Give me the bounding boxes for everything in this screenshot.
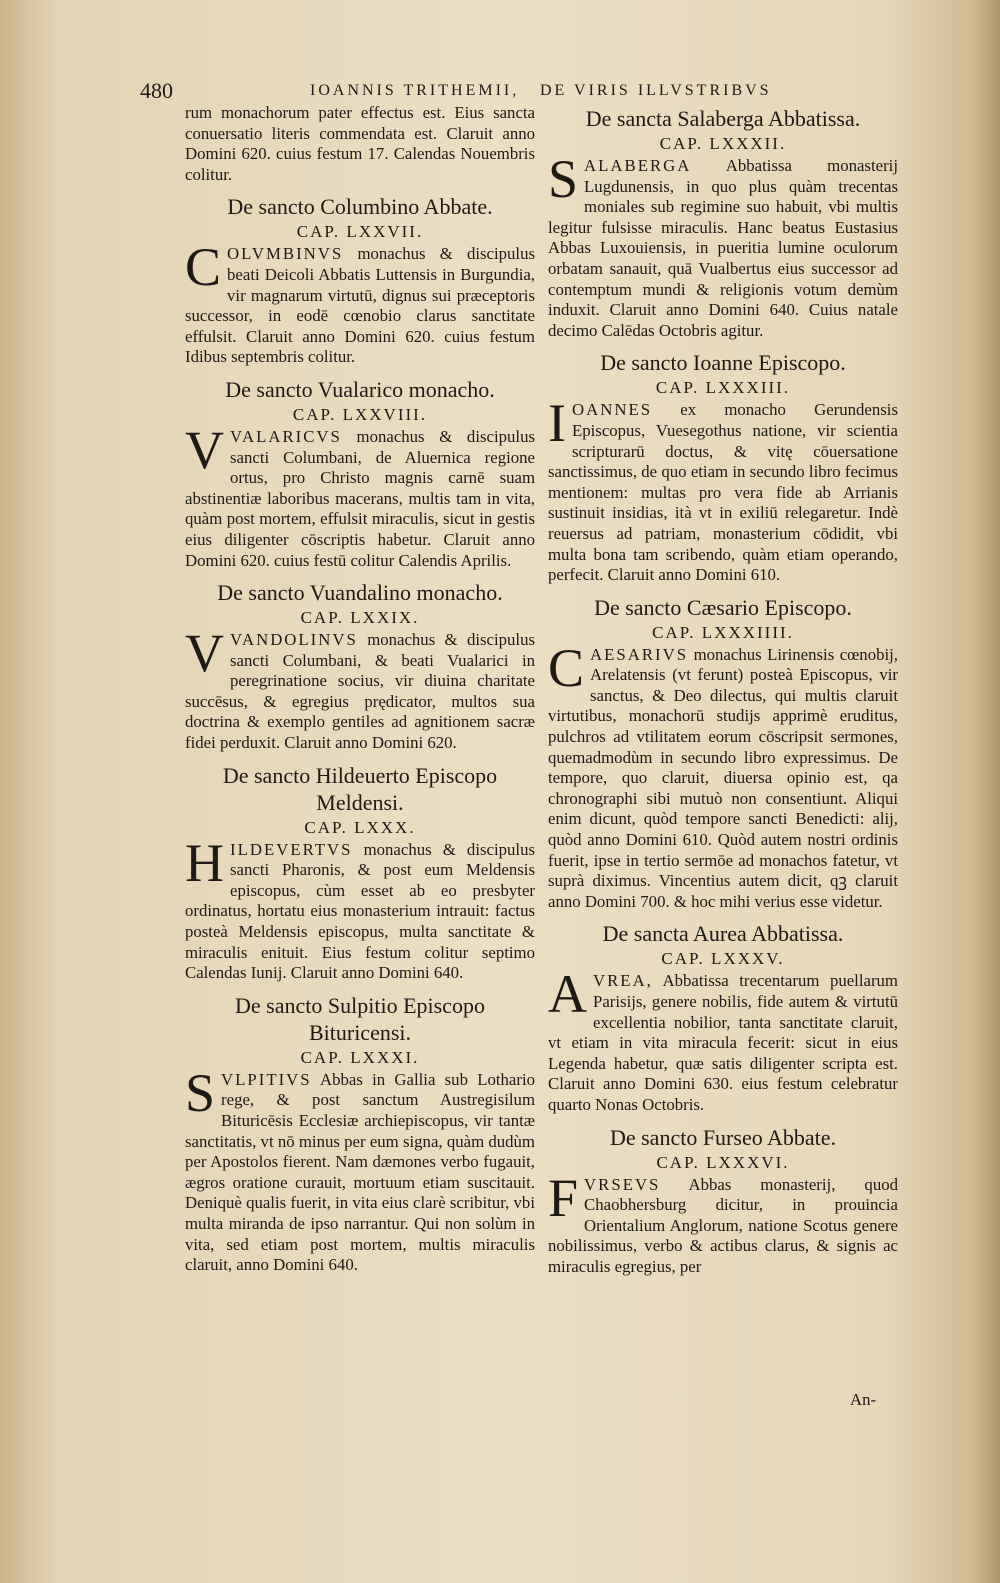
entry-body <box>185 623 536 754</box>
entry-columbinus <box>185 193 535 368</box>
lead-word: ILDEVERTVS <box>230 839 353 859</box>
chapter-number: CAP. LXXXVI. <box>656 1152 790 1172</box>
entry-text: monachus Lirinensis cœnobij, Arelatensis (vt ferunt) posteà Episcopus, vir sanctus, & Deo dilectus, qui multis claruit virtutibus, monachorū studijs apprimè eruditus, pulchros ad vtilitatem eorum cōscripsit sermones, quemadmodùm in secundo libro expressimus. De tempore, quo claruit, diuersa opinio est, qa chronographi sibi mutuò non consentiunt. Aliqui enim dicunt, quòd tempore sancti Benedicti: alij, quòd anno Domini 610. Quòd autem nostri ordinis fuerit, ipse in tertio sermōe ad monachos fatetur, vt suprà diximus. Vincentius autem dicit, qꝫ claruit anno Domini 700. & hoc mihi verius esse videtur. <box>548 644 898 911</box>
entry-title: De sancto Cæsario Episcopo. <box>594 594 852 620</box>
entry-ioannes <box>548 349 898 585</box>
entry-title: De sancto Sulpitio Episcopo Bituricensi. <box>235 992 485 1045</box>
entry-text: Abbatissa trecentarum puellarum Parisijs, genere nobilis, fide autem & virtutū excellentia nobilior, tanta sanctitate claruit, vt etiam in vita miracula fecerit: sicut in eius Legenda habetur, quæ satis diligenter scripta est. Claruit anno Domini 630. eius festum celebratur quarto Nonas Octobris. <box>548 971 898 1114</box>
lead-word: ALABERGA <box>584 156 692 175</box>
chapter-number: CAP. LXXXIII. <box>655 378 791 398</box>
chapter-number: CAP. LXXVIII. <box>292 404 428 424</box>
entry-title: De sancto Ioanne Episcopo. <box>600 350 846 376</box>
page-number: 480 <box>140 78 173 103</box>
drop-cap: C <box>185 237 222 298</box>
entry-text: ex monacho Gerundensis Episcopus, Vuesegothus natione, vir scientia scripturarū doctus, & vitę cōuersatione sanctissimus, de quo etiam in secundo libro fecimus mentionem: multas pro vera fide ab Arrianis sustinuit insidias, ità vt in exiliū relegaretur. Indè reuersus ad patriam, monasterium cōdidit, vbi multa bona tam scribendo, quàm etiam operando, perfecit. Claruit anno Domini 610. <box>548 400 898 585</box>
lead-word: VREA, <box>593 971 653 991</box>
entry-text: monachus & discipulus sancti Columbani, de Aluernica regione ortus, pro Christo magnis carnē suam abstinentiæ laboribus macerans, multis tam in vita, quàm post mortem, effulsit miraculis, sicut in gestis eius diligenter cōscriptis habetur. Claruit anno Domini 620. cuius festū colitur Calendis Aprilis. <box>185 426 535 570</box>
drop-cap: F <box>548 1167 579 1228</box>
entry-vuandolinus <box>185 579 535 754</box>
entry-body <box>185 419 535 571</box>
running-title-right: DE VIRIS ILLVSTRIBVS <box>540 82 772 99</box>
drop-cap: S <box>185 1062 216 1123</box>
entry-text: Abbatissa monasterij Lugdunensis, in quo plus quàm trecentas moniales sub regimine suo habuit, vbi multis legitur fulsisse miraculis. Hanc beatus Eustasius Abbas Luxouiensis, in pueritia lumine oculorum orbatam sanauit, quā Vualbertus eius successor ad contemptum mundi & religionis votum demùm induxit. Claruit anno Domini 640. Cuius natale decimo Calēdas Octobris agitur. <box>548 156 898 340</box>
lead-word: OANNES <box>571 400 653 420</box>
entry-text: monachus & discipulus beati Deicoli Abbatis Luttensis in Burgundia, vir magnarum virtutū, dignus sui præceptoris successor, in eodē cœnobio clarus sanctitate effulsit. Claruit anno Domini 620. cuius festum Idibus septembris colitur. <box>185 244 536 367</box>
page-gutter-shadow <box>974 0 1000 1583</box>
drop-cap: I <box>548 393 566 454</box>
entry-salaberga <box>548 105 898 341</box>
entry-title: De sancta Aurea Abbatissa. <box>602 921 844 947</box>
chapter-number: CAP. LXXXV. <box>661 949 785 969</box>
entry-body <box>548 1167 898 1278</box>
drop-cap: C <box>548 637 585 698</box>
entry-body <box>185 1062 535 1276</box>
entry-title: De sancto Vualarico monacho. <box>225 376 495 402</box>
entry-vualaricus <box>185 376 535 571</box>
entry-body <box>548 393 898 585</box>
drop-cap: A <box>548 964 587 1025</box>
left-column <box>185 103 535 1276</box>
entry-sulpitius <box>185 992 535 1276</box>
entry-title: De sancto Columbino Abbate. <box>227 194 493 220</box>
entry-body <box>185 237 536 368</box>
lead-word: VANDOLINVS <box>230 630 358 650</box>
entry-title: De sancto Hildeuerto Episcopo Meldensi. <box>222 762 498 815</box>
running-head <box>140 74 800 104</box>
drop-cap: H <box>185 832 224 893</box>
lead-word: AESARIVS <box>590 644 689 664</box>
running-title-left: IOANNIS TRITHEMII, <box>310 82 520 99</box>
chapter-number: CAP. LXXIX. <box>300 608 420 628</box>
entry-aurea <box>548 920 898 1115</box>
entry-title: De sancto Furseo Abbate. <box>609 1124 837 1150</box>
entry-title: De sancto Vuandalino monacho. <box>217 580 503 606</box>
drop-cap: S <box>548 149 579 209</box>
drop-cap: V <box>185 623 224 684</box>
lead-word: VRSEVS <box>584 1174 661 1194</box>
chapter-number: CAP. LXXXI. <box>300 1047 420 1067</box>
entry-body <box>548 964 898 1115</box>
chapter-number: CAP. LXXXII. <box>659 134 787 153</box>
entry-title: De sancta Salaberga Abbatissa. <box>585 106 861 131</box>
chapter-number: CAP. LXXX. <box>304 817 416 837</box>
entry-caesarius <box>548 594 898 913</box>
catchword: An- <box>850 1390 877 1409</box>
entry-body <box>185 832 535 984</box>
chapter-number: CAP. LXXXIIII. <box>652 622 794 642</box>
lead-word: VLPITIVS <box>221 1069 312 1089</box>
entry-body <box>548 149 898 341</box>
chapter-number: CAP. LXXVII. <box>296 222 424 242</box>
lead-word: OLVMBINVS <box>227 244 344 264</box>
continuation-text: rum monachorum pater effectus est. Eius sancta conuersatio literis commendata est. Claruit anno Domini 620. cuius festum 17. Calendas Nouembris colitur. <box>185 103 535 184</box>
entry-hildeuertus <box>185 762 535 984</box>
entry-text: Abbas monasterij, quod Chaobhersburg dicitur, in prouincia Orientalium Anglorum, natione Scotus genere nobilissimus, verbo & actibus clarus, & signis ac miraculis egregius, per <box>548 1174 898 1276</box>
lead-word: VALARICVS <box>230 426 342 446</box>
entry-furseus <box>548 1124 898 1278</box>
right-column <box>548 103 898 1278</box>
drop-cap: V <box>185 419 224 480</box>
entry-text: Abbas in Gallia sub Lothario rege, & post sanctum Austregisilum Bituricēsis Ecclesiæ archiepiscopus, vir tantæ sanctitatis, vt nō minus per eum signa, quàm dudùm per Apostolos fierent. Nam dæmones verbo fugauit, ægros oratione curauit, mortuum etiam suscitauit. Deniquè qualis fuerit, in vita eius clarè scribitur, vbi multa miranda de ipso narrantur. Qui non solùm in vita, sed etiam post mortem, multis miraculis claruit, anno Domini 640. <box>185 1069 535 1275</box>
entry-text: monachus & discipulus sancti Pharonis, & post eum Meldensis episcopus, cùm esset ab eo presbyter ordinatus, hortatu eius monasterium intrauit: factus posteà Meldensis episcopus, multa sanctitate & miraculis enituit. Eius festum colitur septimo Calendas Iunij. Claruit anno Domini 640. <box>185 839 535 983</box>
entry-body <box>548 637 898 913</box>
entry-text: monachus & discipulus sancti Columbani, & beati Vualarici in peregrinatione socius, vir diuina charitate succēsus, & egregius prędicator, multos sua doctrina & exemplo gentiles ad agnitionem sacræ fidei perduxit. Claruit anno Domini 620. <box>185 630 536 753</box>
